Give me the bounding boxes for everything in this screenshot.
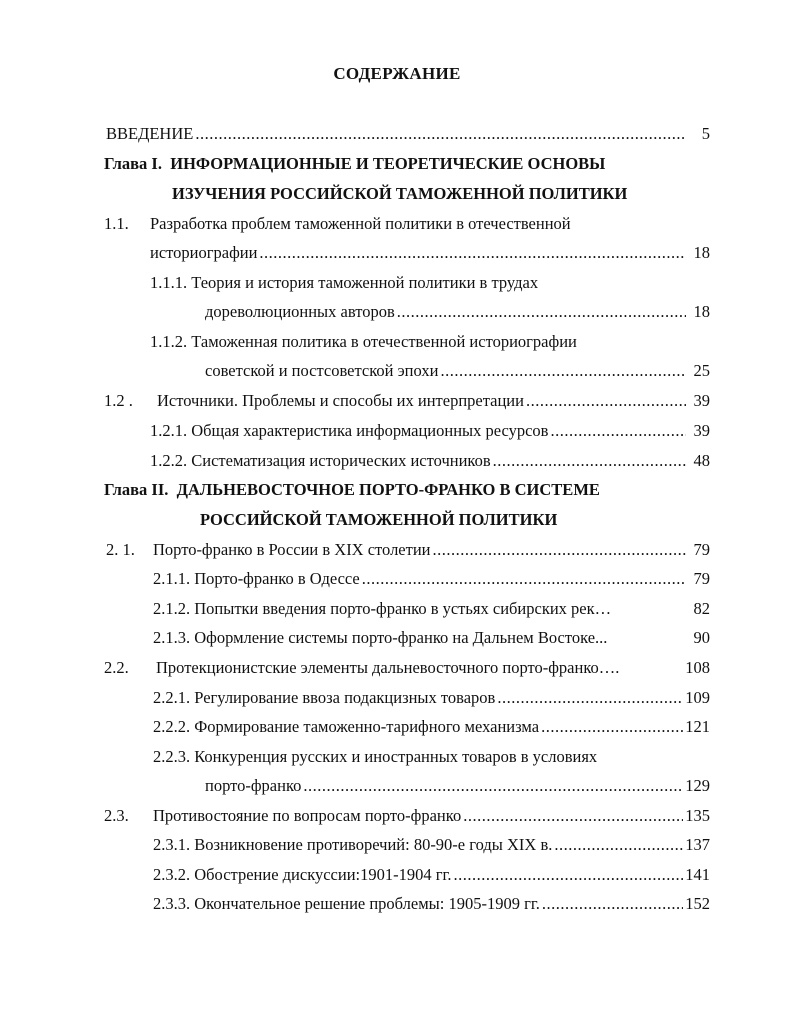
toc-entry-label: советской и постсоветской эпохи (205, 361, 439, 380)
toc-entry-2-3-number: 2.3. (104, 806, 129, 825)
toc-entry-2-2-1 (153, 686, 710, 710)
toc-entry-label: 1.2.2. Систематизация исторических источников (150, 451, 491, 470)
toc-page-number: 152 (685, 894, 710, 913)
toc-entry-2-2-3 (205, 774, 710, 798)
toc-entry-label: дореволюционных авторов (205, 302, 395, 321)
toc-entry-label: Порто-франко в России в XIX столетии (153, 540, 431, 559)
toc-entry-label: 2.1.1. Порто-франко в Одессе (153, 569, 360, 588)
toc-entry-2-1-1 (153, 567, 710, 591)
dot-leader (433, 538, 686, 562)
chapter2-heading-line2: РОССИЙСКОЙ ТАМОЖЕННОЙ ПОЛИТИКИ (200, 510, 558, 529)
toc-entry-2-1-number: 2. 1. (106, 540, 135, 559)
chapter-prefix: Глава I. (104, 154, 162, 173)
dot-leader (542, 892, 683, 916)
toc-page-number: 48 (693, 451, 710, 470)
toc-entry-2-3-2 (153, 863, 710, 887)
toc-page-number: 82 (693, 599, 710, 618)
toc-entry-2-1-2 (153, 597, 710, 621)
toc-entry-2-2-number: 2.2. (104, 658, 129, 677)
toc-page-number: 39 (693, 421, 710, 440)
toc-entry-1-1-number: 1.1. (104, 214, 129, 233)
toc-entry-label: порто-франко (205, 776, 302, 795)
dot-leader (195, 122, 686, 146)
dot-leader (463, 804, 683, 828)
toc-entry-intro (106, 122, 710, 146)
toc-entry-label: историографии (150, 243, 258, 262)
toc-page-number: 137 (685, 835, 710, 854)
toc-entry-label: 2.3.3. Окончательное решение проблемы: 1905-1909 гг. (153, 894, 540, 913)
dot-leader (526, 389, 686, 413)
toc-page-number: 79 (693, 569, 710, 588)
toc-entry-label: 1.2.1. Общая характеристика информационных ресурсов (150, 421, 549, 440)
dot-leader (259, 241, 686, 265)
toc-page-number: 18 (693, 243, 710, 262)
toc-entry-1-2-2 (150, 449, 710, 473)
toc-entry-1-1-line1: Разработка проблем таможенной политики в отечественной (150, 214, 571, 233)
toc-entry-2-2-3-line1: 2.2.3. Конкуренция русских и иностранных товаров в условиях (153, 747, 598, 766)
toc-entry-label: 2.3.1. Возникновение противоречий: 80-90-е годы XIX в. (153, 835, 553, 854)
chapter1-heading-line2: ИЗУЧЕНИЯ РОССИЙСКОЙ ТАМОЖЕННОЙ ПОЛИТИКИ (172, 184, 628, 203)
toc-page-number: 5 (701, 124, 710, 143)
toc-entry-label: 2.2.2. Формирование таможенно-тарифного механизма (153, 717, 540, 736)
toc-entry-2-3 (153, 804, 710, 828)
dot-leader (493, 449, 686, 473)
dot-leader (362, 567, 686, 591)
toc-entry-2-1-3 (153, 626, 710, 650)
chapter2-heading (104, 478, 600, 502)
toc-entry-1-2 (157, 389, 710, 413)
toc-entry-2-3-1 (153, 833, 710, 857)
toc-page-number: 39 (693, 391, 710, 410)
toc-page-number: 25 (693, 361, 710, 380)
toc-entry-2-1 (153, 538, 710, 562)
chapter-prefix: Глава II. (104, 480, 169, 499)
dot-leader (550, 419, 686, 443)
toc-page-number: 129 (685, 776, 710, 795)
toc-entry-label: 2.3.2. Обострение дискуссии:1901-1904 гг. (153, 865, 452, 884)
toc-page-number: 135 (685, 806, 710, 825)
toc-entry-label: Протекционистские элементы дальневосточного порто-франко…. (156, 658, 620, 677)
toc-entry-1-1 (150, 241, 710, 265)
toc-title: СОДЕРЖАНИЕ (333, 64, 461, 83)
toc-entry-2-2-2 (153, 715, 710, 739)
toc-page-number: 18 (693, 302, 710, 321)
dot-leader (303, 774, 683, 798)
toc-entry-2-2 (156, 656, 710, 680)
toc-entry-1-1-1-line1: 1.1.1. Теория и история таможенной политики в трудах (150, 273, 539, 292)
toc-entry-label: 2.2.1. Регулирование ввоза подакцизных товаров (153, 688, 496, 707)
toc-entry-1-2-1 (150, 419, 710, 443)
chapter-title-line1: ДАЛЬНЕВОСТОЧНОЕ ПОРТО-ФРАНКО В СИСТЕМЕ (176, 480, 600, 499)
dot-leader (397, 300, 686, 324)
toc-page-number: 79 (693, 540, 710, 559)
toc-page-number: 141 (685, 865, 710, 884)
toc-entry-label: Источники. Проблемы и способы их интерпретации (157, 391, 524, 410)
toc-entry-1-1-2 (205, 359, 710, 383)
toc-page-number: 109 (685, 688, 710, 707)
dot-leader (454, 863, 684, 887)
dot-leader (497, 686, 683, 710)
dot-leader (554, 833, 683, 857)
toc-entry-label: ВВЕДЕНИЕ (106, 124, 194, 143)
toc-page-number: 108 (685, 658, 710, 677)
toc-entry-1-1-1 (205, 300, 710, 324)
dot-leader (440, 359, 686, 383)
toc-entry-2-3-3 (153, 892, 710, 916)
toc-entry-label: 2.1.3. Оформление системы порто-франко на Дальнем Востоке... (153, 628, 608, 647)
toc-page-number: 121 (685, 717, 710, 736)
chapter-title-line1: ИНФОРМАЦИОННЫЕ И ТЕОРЕТИЧЕСКИЕ ОСНОВЫ (170, 154, 606, 173)
toc-entry-label: 2.1.2. Попытки введения порто-франко в устьях сибирских рек… (153, 599, 612, 618)
toc-entry-label: Противостояние по вопросам порто-франко (153, 806, 462, 825)
toc-entry-1-1-2-line1: 1.1.2. Таможенная политика в отечественной историографии (150, 332, 577, 351)
dot-leader (541, 715, 683, 739)
chapter1-heading (104, 152, 605, 176)
toc-entry-1-2-number: 1.2 . (104, 391, 133, 410)
toc-page-number: 90 (693, 628, 710, 647)
